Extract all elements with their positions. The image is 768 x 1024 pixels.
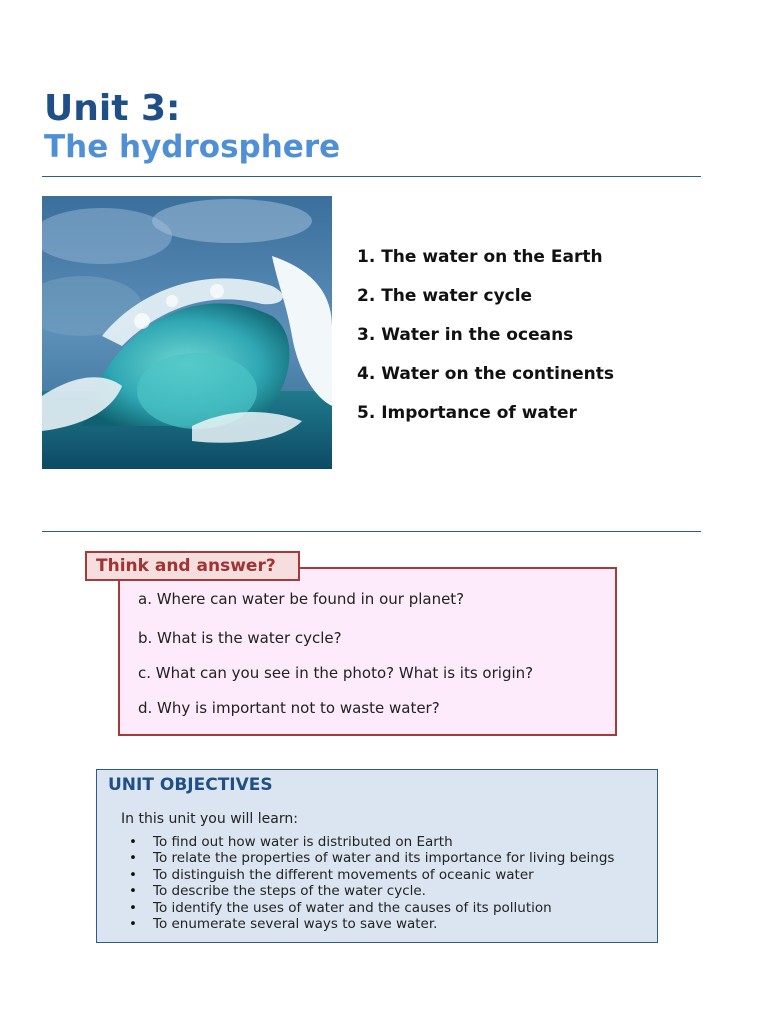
- contents-item: 2. The water cycle: [357, 286, 533, 306]
- objective-item: • To describe the steps of the water cycle.: [153, 883, 614, 899]
- objective-item: • To identify the uses of water and the causes of its pollution: [153, 900, 614, 916]
- bottom-divider: [42, 531, 701, 532]
- top-divider: [42, 176, 701, 177]
- unit-number: Unit 3:: [44, 88, 181, 129]
- ocean-wave-photo: [42, 196, 332, 469]
- contents-item: 4. Water on the continents: [357, 364, 614, 384]
- think-question: b. What is the water cycle?: [138, 629, 342, 647]
- unit-contents-list: [357, 242, 614, 437]
- contents-item: 1. The water on the Earth: [357, 247, 603, 267]
- unit-objectives-list: [153, 834, 614, 932]
- unit-objectives-title: UNIT OBJECTIVES: [108, 775, 273, 795]
- unit-objectives-intro: In this unit you will learn:: [121, 811, 298, 827]
- contents-item: 5. Importance of water: [357, 403, 577, 423]
- objective-item: • To find out how water is distributed on Earth: [153, 834, 614, 850]
- objective-item: • To relate the properties of water and its importance for living beings: [153, 850, 614, 866]
- think-question: a. Where can water be found in our planet?: [138, 590, 465, 608]
- page-title: The hydrosphere: [44, 129, 341, 165]
- objective-item: • To distinguish the different movements of oceanic water: [153, 867, 614, 883]
- think-question: d. Why is important not to waste water?: [138, 699, 440, 717]
- think-and-answer-title: Think and answer?: [85, 551, 300, 581]
- objective-item: • To enumerate several ways to save water.: [153, 916, 614, 932]
- contents-item: 3. Water in the oceans: [357, 325, 574, 345]
- think-question: c. What can you see in the photo? What is its origin?: [138, 664, 534, 682]
